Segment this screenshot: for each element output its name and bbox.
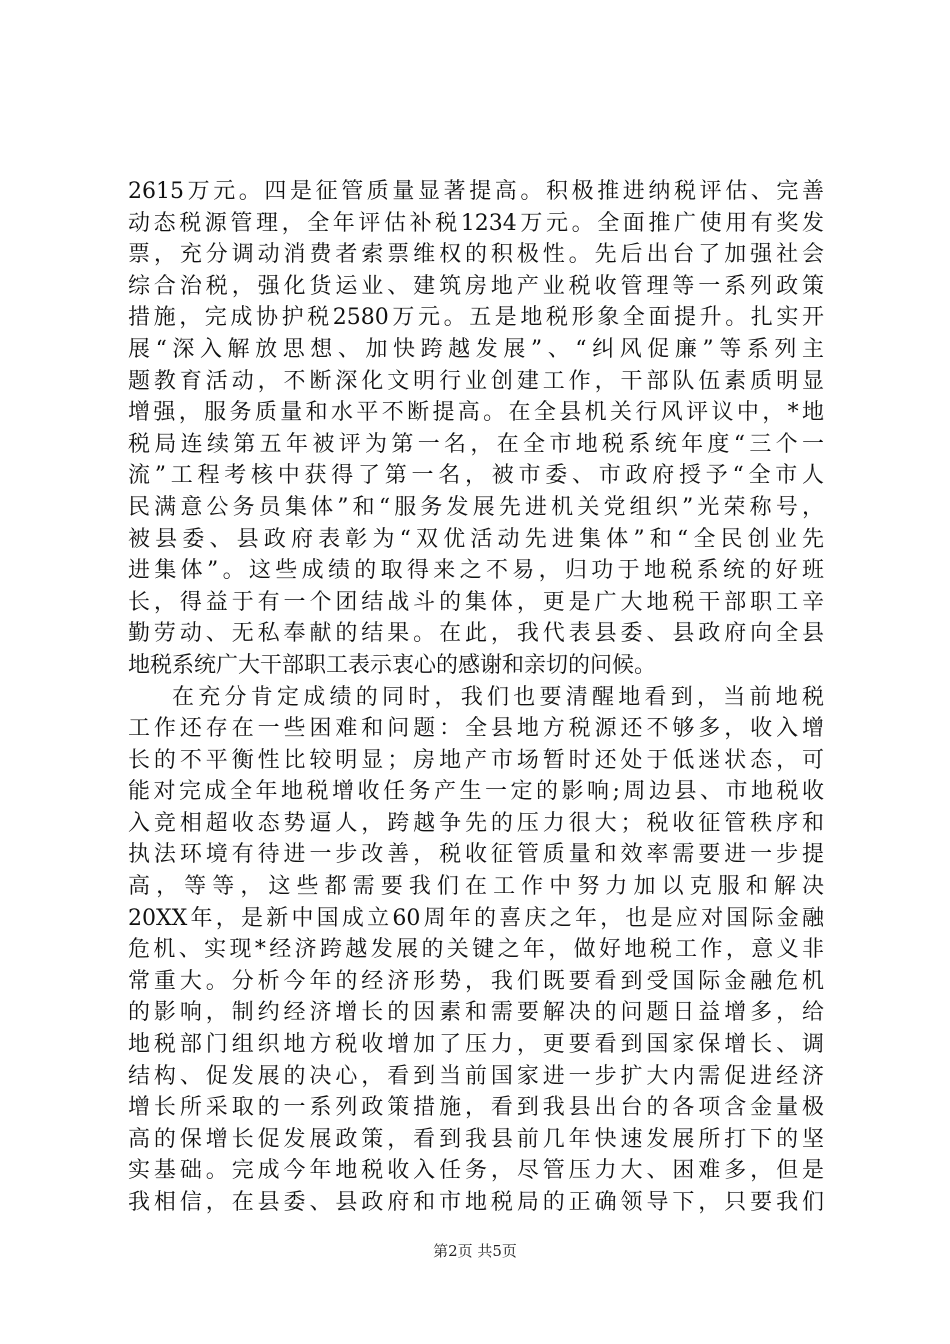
- text-line: 流”工程考核中获得了第一名，被市委、市政府授予“全市人: [128, 463, 824, 489]
- text-line: 综合治税，强化货运业、建筑房地产业税收管理等一系列政策: [128, 273, 824, 299]
- text-line: 20XX年，是新中国成立60周年的喜庆之年，也是应对国际金融: [128, 905, 824, 931]
- page-number-footer: 第2页 共5页: [433, 1242, 517, 1260]
- text-line: 工作还存在一些困难和问题：全县地方税源还不够多，收入增: [128, 716, 824, 742]
- text-line: 地税部门组织地方税收增加了压力，更要看到国家保增长、调: [128, 1032, 824, 1058]
- text-line: 入竞相超收态势逼人，跨越争先的压力很大；税收征管秩序和: [128, 810, 824, 836]
- text-line: 地税系统广大干部职工表示衷心的感谢和亲切的问候。: [128, 652, 657, 678]
- text-line: 民满意公务员集体”和“服务发展先进机关党组织”光荣称号，: [128, 494, 824, 520]
- text-line: 措施，完成协护税2580万元。五是地税形象全面提升。扎实开: [128, 305, 824, 331]
- text-line: 实基础。完成今年地税收入任务，尽管压力大、困难多，但是: [128, 1158, 824, 1184]
- text-line: 高的保增长促发展政策，看到我县前几年快速发展所打下的坚: [128, 1126, 824, 1152]
- text-line: 长，得益于有一个团结战斗的集体，更是广大地税干部职工辛: [128, 589, 824, 615]
- text-line: 能对完成全年地税增收任务产生一定的影响;周边县、市地税收: [128, 779, 824, 805]
- text-line: 的影响，制约经济增长的因素和需要解决的问题日益增多，给: [128, 1000, 824, 1026]
- text-line: 被县委、县政府表彰为“双优活动先进集体”和“全民创业先: [128, 526, 824, 552]
- text-line: 危机、实现*经济跨越发展的关键之年，做好地税工作，意义非: [128, 937, 824, 963]
- text-line: 展“深入解放思想、加快跨越发展”、“纠风促廉”等系列主: [128, 336, 824, 362]
- text-line: 执法环境有待进一步改善，税收征管质量和效率需要进一步提: [128, 842, 824, 868]
- text-line: 高，等等，这些都需要我们在工作中努力加以克服和解决: [128, 874, 824, 900]
- text-line: 常重大。分析今年的经济形势，我们既要看到受国际金融危机: [128, 968, 824, 994]
- body-text: [128, 176, 824, 1219]
- text-line: 票，充分调动消费者索票维权的积极性。先后出台了加强社会: [128, 242, 824, 268]
- text-line: 题教育活动，不断深化文明行业创建工作，干部队伍素质明显: [128, 368, 824, 394]
- text-line: 动态税源管理，全年评估补税1234万元。全面推广使用有奖发: [128, 210, 824, 236]
- text-line: 税局连续第五年被评为第一名，在全市地税系统年度“三个一: [128, 431, 824, 457]
- text-line: 我相信，在县委、县政府和市地税局的正确领导下，只要我们: [128, 1190, 824, 1215]
- text-line: 进集体”。这些成绩的取得来之不易，归功于地税系统的好班: [128, 558, 824, 584]
- paragraph-start-line: 在充分肯定成绩的同时，我们也要清醒地看到，当前地税: [172, 684, 824, 710]
- text-line: 长的不平衡性比较明显；房地产市场暂时还处于低迷状态，可: [128, 747, 824, 773]
- text-line: 增长所采取的一系列政策措施，看到我县出台的各项含金量极: [128, 1095, 824, 1121]
- text-line: 结构、促发展的决心，看到当前国家进一步扩大内需促进经济: [128, 1063, 824, 1089]
- text-line: 2615万元。四是征管质量显著提高。积极推进纳税评估、完善: [128, 179, 824, 204]
- text-line: 增强，服务质量和水平不断提高。在全县机关行风评议中，*地: [128, 400, 824, 426]
- text-line: 勤劳动、无私奉献的结果。在此，我代表县委、县政府向全县: [128, 621, 824, 647]
